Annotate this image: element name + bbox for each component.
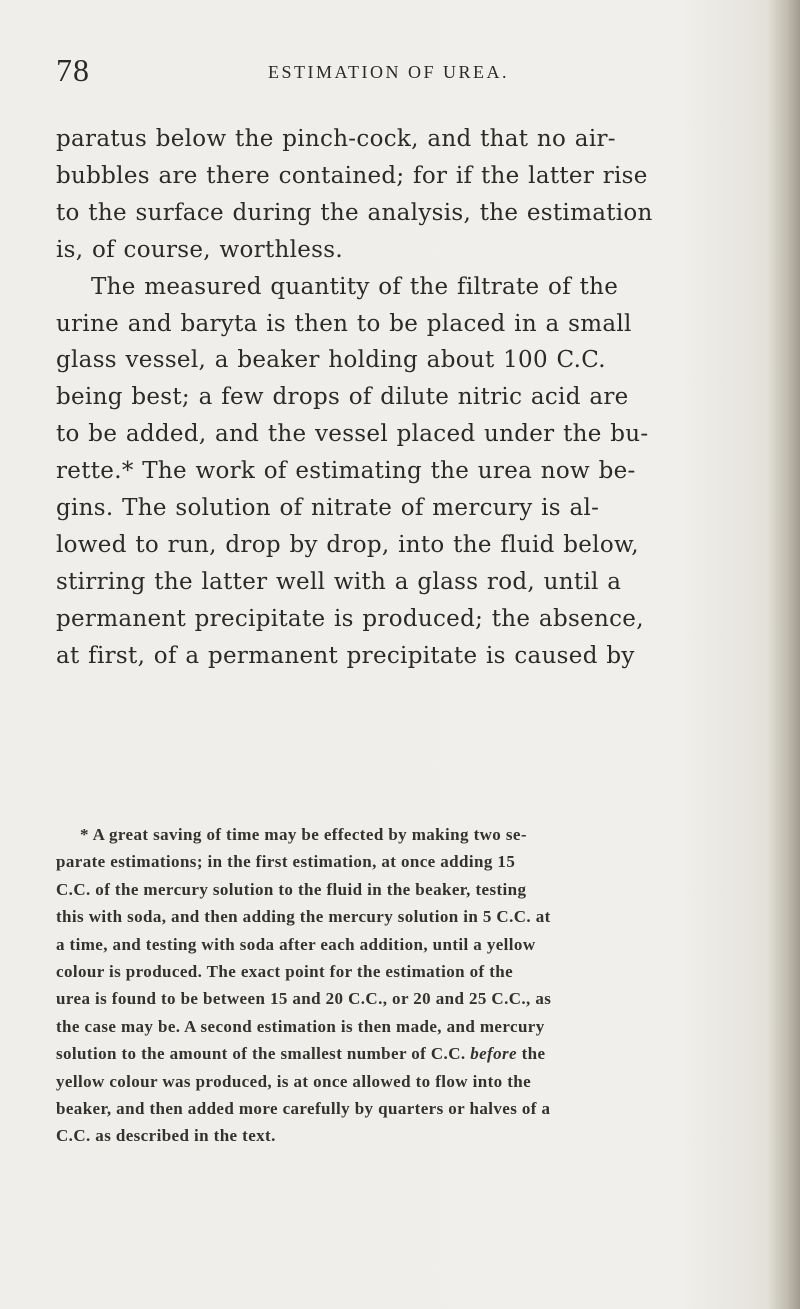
footnote-line-with-italic [56,1040,756,1067]
body-line: at first, of a permanent precipitate is caused by [56,642,635,669]
footnote-line: parate estimations; in the first estimation, at once adding 15 [56,852,516,872]
running-head: ESTIMATION OF UREA. [268,62,509,82]
body-text [56,121,756,675]
body-line: bubbles are there contained; for if the latter rise [56,162,648,189]
body-line: glass vessel, a beaker holding about 100 C.C. [56,347,606,374]
footnote-line-end: the [521,1044,546,1064]
footnote-line: a time, and testing with soda after each addition, until a yellow [56,934,536,954]
body-line: permanent precipitate is produced; the absence, [56,605,644,632]
body-line: stirring the latter well with a glass rod, until a [56,568,622,595]
body-line: urine and baryta is then to be placed in a small [56,310,632,337]
footnote-line: the case may be. A second estimation is then made, and mercury [56,1016,545,1036]
body-line: The measured quantity of the filtrate of the [91,273,619,300]
footnote-line: C.C. as described in the text. [56,1126,276,1146]
page-number: 78 [56,52,90,88]
page-edge-shadow [768,0,800,1309]
footnote [56,821,756,1150]
body-line: to be added, and the vessel placed under the bu- [56,421,649,448]
footnote-line: this with soda, and then adding the mercury solution in 5 C.C. at [56,907,551,927]
footnote-line: * A great saving of time may be effected by making two se- [80,825,527,844]
body-line: is, of course, worthless. [56,236,343,263]
footnote-line: urea is found to be between 15 and 20 C.C., or 20 and 25 C.C., as [56,989,552,1009]
footnote-line: colour is produced. The exact point for the estimation of the [56,962,514,982]
footnote-line: yellow colour was produced, is at once allowed to flow into the [56,1071,532,1091]
body-line: to the surface during the analysis, the estimation [56,199,653,226]
footnote-line-start: solution to the amount of the smallest number of C.C. [56,1044,466,1064]
body-line: being best; a few drops of dilute nitric acid are [56,384,629,411]
footnote-line: beaker, and then added more carefully by quarters or halves of a [56,1099,551,1119]
body-line: gins. The solution of nitrate of mercury is al- [56,495,600,522]
footnote-line: C.C. of the mercury solution to the fluid in the beaker, testing [56,879,527,899]
page-header [56,52,746,92]
body-line: rette.* The work of estimating the urea now be- [56,458,636,485]
body-line: lowed to run, drop by drop, into the fluid below, [56,531,639,558]
footnote-italic-word: before [470,1044,517,1064]
body-line: paratus below the pinch-cock, and that no air- [56,126,616,152]
